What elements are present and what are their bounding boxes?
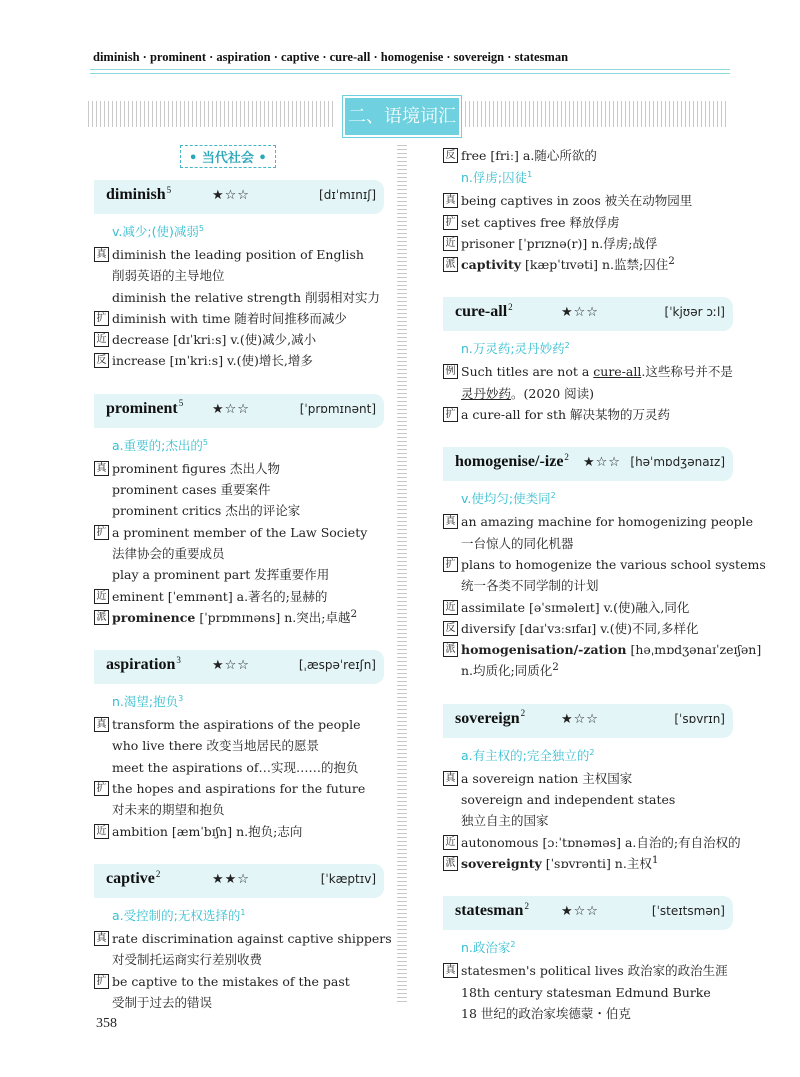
synonym-line: 近 prisoner [ˈprɪznə(r)] n.俘虏;战俘 [443,233,733,254]
sense: n.渴望;抱负$^3$ [112,694,184,710]
entry-cure-all [443,297,733,425]
extension-icon: 扩 [443,557,458,572]
extension-icon: 扩 [94,311,109,326]
entry-header [443,704,733,738]
sense: n.政治家$^2$ [461,940,516,956]
extension-line: 扩 set captives free 释放俘虏 [443,212,733,233]
synonym-line: 近 assimilate [əˈsɪməleɪt] v.(使)融入,同化 [443,597,733,618]
example-line: prominent cases 重要案件 [112,482,271,498]
page-number: 358 [96,1016,117,1031]
entry-header [94,650,384,684]
derivative-line: 派 sovereignty [ˈsɒvrənti] n.主权$^1$ [443,853,733,874]
headword: aspiration$^3$ [106,654,181,674]
example-line: 灵丹妙药。(2020 阅读) [461,385,595,401]
real-exam-icon: 真 [443,514,458,529]
extension-icon: 扩 [443,407,458,422]
left-column [94,145,392,1013]
entry-prominent [94,394,384,628]
title-stripes-left [88,101,336,127]
derivative-icon: 派 [94,610,109,625]
sense: v.减少;(使)减弱$^5$ [112,223,204,239]
example-line: 真 rate discrimination against captive shippers [94,928,384,949]
difficulty-stars: ★☆☆ [561,305,599,321]
sense: n.俘虏;囚徒$^1$ [461,170,533,186]
example-line: 对受制托运商实行差别收费 [112,952,263,968]
extension-line: play a prominent part 发挥重要作用 [112,567,330,583]
derivative-line: 派 prominence [ˈprɒmɪnəns] n.突出;卓越$^2$ [94,607,384,628]
sense: a.重要的;杰出的$^5$ [112,437,208,453]
column-divider [397,145,407,1005]
difficulty-stars: ★☆☆ [212,188,250,203]
example-line: 削弱英语的主导地位 [112,268,225,284]
antonym-icon: 反 [443,621,458,636]
difficulty-stars: ★☆☆ [212,401,250,417]
synonym-icon: 近 [443,236,458,251]
synonym-icon: 近 [94,589,109,604]
real-exam-icon: 真 [94,461,109,476]
example-line: 18th century statesman Edmund Burke [461,984,711,1000]
phonetic: [həˈmɒdʒənaɪz] [630,455,725,470]
synonym-line: 近 ambition [æmˈbɪʃn] n.抱负;志向 [94,821,384,842]
synonym-line: 近 eminent [ˈemɪnənt] a.著名的;显赫的 [94,586,384,607]
headword: statesman$^2$ [455,900,529,920]
extension-line: 法律协会的重要成员 [112,545,225,561]
headword: sovereign$^2$ [455,708,526,727]
difficulty-stars: ★☆☆ [561,711,599,727]
extension-line: 受制于过去的错误 [112,994,213,1010]
derivative-icon: 派 [443,257,458,272]
example-line: 真 diminish the leading position of English [94,244,384,265]
derivative-line: 派 captivity [kæpˈtɪvəti] n.监禁;囚住$^2$ [443,254,733,275]
derivative-icon: 派 [443,642,458,657]
extension-line: 扩 be captive to the mistakes of the past [94,971,384,992]
entry-header [443,896,733,930]
phonetic: [ˈprɒmɪnənt] [299,401,376,416]
example-line: prominent critics 杰出的评论家 [112,503,301,519]
real-exam-icon: 真 [94,717,109,732]
extension-icon: 扩 [443,215,458,230]
right-column [443,145,766,1024]
header-rule [90,69,730,70]
example-line: 真 being captives in zoos 被关在动物园里 [443,190,733,211]
extension-icon: 扩 [94,525,109,540]
antonym-line: 反 diversify [daɪˈvɜːsɪfaɪ] v.(使)不同,多样化 [443,618,733,639]
derivative-line: 派 homogenisation/-zation [həˌmɒdʒənaɪˈzeɪʃən] [443,639,733,660]
example-line: 18 世纪的政治家埃德蒙・伯克 [461,1005,631,1021]
phonetic: [dɪˈmɪnɪʃ] [319,188,376,202]
example-line: diminish the relative strength 削弱相对实力 [112,289,380,305]
entry-header [443,447,733,481]
phonetic: [ˈkjʊər ɔːl] [664,305,725,320]
entry-statesman [443,896,733,1024]
difficulty-stars: ★☆☆ [583,455,621,471]
title-stripes-right [465,101,728,127]
headword: diminish$^5$ [106,184,172,203]
derivative-line: n.均质化;同质化$^2$ [461,661,559,679]
section-title: 二、语境词汇 [343,96,461,137]
real-exam-icon: 真 [443,963,458,978]
real-exam-icon: 真 [94,931,109,946]
entry-sovereign [443,704,741,874]
example-line: 真 an amazing machine for homogenizing people [443,511,733,532]
example-line: 真 statesmen's political lives 政治家的政治生涯 [443,960,733,981]
running-head: diminish · prominent · aspiration · captive · cure-all · homogenise · sovereign · statesman [93,50,569,64]
entry-header [94,180,384,214]
headword: cure-all$^2$ [455,302,513,321]
extension-icon: 扩 [94,974,109,989]
extension-line: 统一各类不同学制的计划 [461,578,599,594]
example-line: 一台惊人的同化机器 [461,535,574,551]
extension-icon: 扩 [94,781,109,796]
entry-header [94,864,384,898]
example-line: 例 Such titles are not a cure-all.这些称号并不是 [443,361,733,382]
difficulty-stars: ★☆☆ [212,658,250,674]
topic-tag: • 当代社会 • [180,145,276,168]
derivative-icon: 派 [443,856,458,871]
synonym-icon: 近 [443,600,458,615]
extension-line: 扩 diminish with time 随着时间推移而减少 [94,308,384,329]
example-icon: 例 [443,364,458,379]
synonym-icon: 近 [94,824,109,839]
phonetic: [ˈsteɪtsmən] [651,904,725,919]
real-exam-icon: 真 [443,193,458,208]
phonetic: [ˈkæptɪv] [320,871,376,886]
example-line: 真 prominent figures 杰出人物 [94,458,384,479]
example-line: 真 transform the aspirations of the people who live there 改变当地居民的愿景 [94,714,384,757]
example-line: sovereign and independent states [461,792,676,808]
phonetic: [ˈsɒvrɪn] [674,711,725,726]
entry-captive-continued [443,145,733,275]
synonym-icon: 近 [443,835,458,850]
difficulty-stars: ★★☆ [212,871,250,887]
antonym-icon: 反 [94,353,109,368]
real-exam-icon: 真 [443,771,458,786]
real-exam-icon: 真 [94,247,109,262]
extension-line: 扩 a prominent member of the Law Society [94,522,384,543]
extension-line: 扩 plans to homogenize the various school systems [443,554,733,575]
headword: captive$^2$ [106,868,161,887]
extension-line: 对未来的期望和抱负 [112,802,225,818]
extension-line: 扩 the hopes and aspirations for the future [94,778,384,799]
entry-captive [94,864,392,1013]
headword: homogenise/-ize$^2$ [455,452,569,471]
entry-homogenise [443,447,766,681]
synonym-line: 近 autonomous [ɔːˈtɒnəməs] a.自治的;有自治权的 [443,832,733,853]
entry-header [94,394,384,428]
example-line: meet the aspirations of…实现……的抱负 [112,759,359,775]
sense: n.万灵药;灵丹妙药$^2$ [461,341,570,357]
sense: v.使均匀;使类同$^2$ [461,491,556,507]
difficulty-stars: ★☆☆ [561,904,599,920]
sense: a.受控制的;无权选择的$^1$ [112,907,246,923]
headword: prominent$^5$ [106,398,184,417]
sense: a.有主权的;完全独立的$^2$ [461,747,595,763]
entry-header [443,297,733,331]
example-line: 真 a sovereign nation 主权国家 [443,768,733,789]
antonym-line: 反 free [friː] a.随心所欲的 [443,145,733,166]
entry-diminish [94,180,384,372]
synonym-line: 近 decrease [dɪˈkriːs] v.(使)减少,减小 [94,329,384,350]
antonym-line: 反 increase [ɪnˈkriːs] v.(使)增长,增多 [94,350,384,371]
synonym-icon: 近 [94,332,109,347]
entry-aspiration [94,650,384,842]
example-line: 独立自主的国家 [461,813,549,829]
antonym-icon: 反 [443,148,458,163]
header-rule [90,73,730,74]
extension-line: 扩 a cure-all for sth 解决某物的万灵药 [443,404,733,425]
phonetic: [ˌæspəˈreɪʃn] [298,658,376,673]
